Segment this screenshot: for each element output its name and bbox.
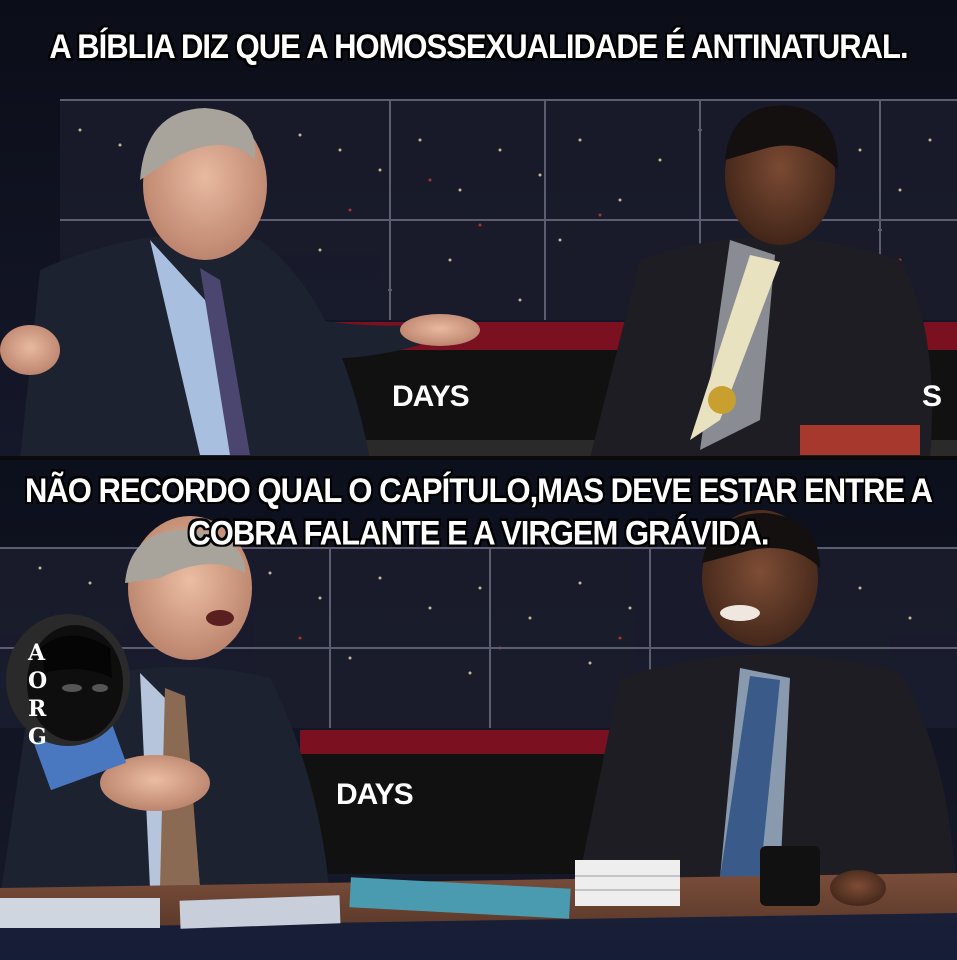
watermark-letter: O	[28, 668, 48, 694]
book-stack	[575, 860, 680, 906]
top-panel	[0, 0, 957, 458]
meme-caption-top: A BÍBLIA DIZ QUE A HOMOSSEXUALIDADE É ANTINATURAL.	[49, 26, 908, 67]
desk-front	[300, 754, 620, 874]
set-sign-days: DAYS	[336, 778, 413, 811]
panel-divider	[0, 456, 957, 460]
watermark-logo	[0, 608, 135, 748]
desk-rail	[300, 730, 620, 754]
watermark-letter: A	[28, 640, 46, 666]
top-scene	[0, 0, 957, 458]
papers	[0, 898, 160, 928]
watermark-letter: R	[28, 696, 47, 722]
meme-caption-bottom	[0, 469, 957, 554]
watermark-letter: G	[28, 724, 47, 750]
set-sign-days: DAYS	[392, 380, 469, 413]
mug	[760, 846, 820, 906]
watermark-face-icon	[0, 608, 135, 748]
caption-line: NÃO RECORDO QUAL O CAPÍTULO,MAS DEVE ESTAR ENTRE A	[24, 470, 933, 510]
caption-line: COBRA FALANTE E A VIRGEM GRÁVIDA.	[188, 513, 769, 553]
set-sign-fragment: S	[922, 380, 942, 413]
